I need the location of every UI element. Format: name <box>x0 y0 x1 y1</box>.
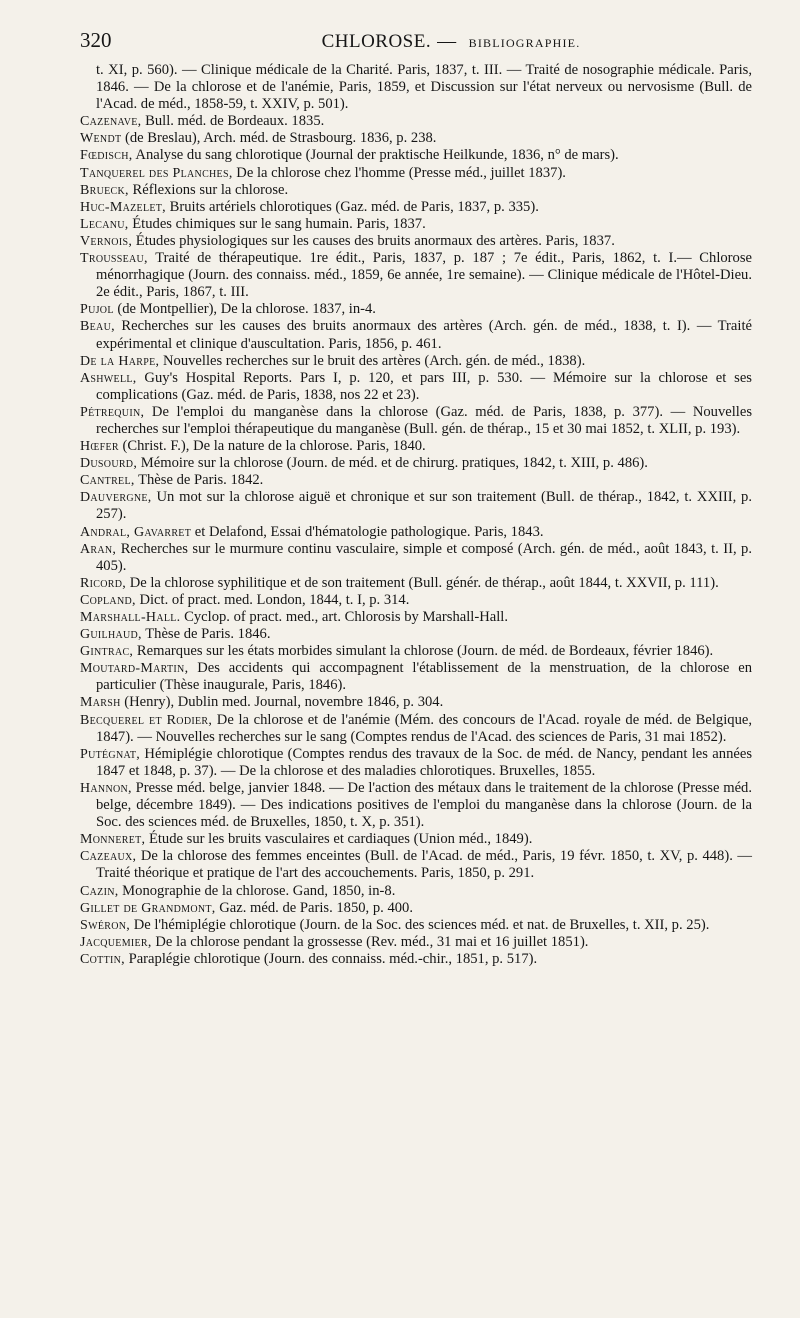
bibliography-entry <box>80 165 752 182</box>
bibliography-entry <box>80 831 752 848</box>
entry-author: Cottin, <box>80 951 125 967</box>
bibliography-entry <box>80 780 752 831</box>
entry-author: Becquerel et Rodier, <box>80 712 213 728</box>
entry-author: Dauvergne, <box>80 490 152 506</box>
entry-text: Mémoire sur la chlorose (Journ. de méd. et de chirurg. pratiques, 1842, t. XIII, p. 486). <box>137 455 648 472</box>
entry-author: Marsh <box>80 695 121 711</box>
entry-text: De l'hémiplégie chlorotique (Journ. de la Soc. des sciences méd. et nat. de Bruxelles, t. XII, p. 25). <box>130 916 710 933</box>
entry-text: De la chlorose chez l'homme (Presse méd., juillet 1837). <box>232 164 566 181</box>
entry-author: Jacquemier, <box>80 934 152 950</box>
entry-author: Guilhaud, <box>80 627 142 643</box>
entry-text: t. XI, p. 560). — Clinique médicale de la Charité. Paris, 1837, t. III. — Traité de nosographie médicale. Paris, 1846. — De la chlorose et de l'anémie, Paris, 1859, et Discussion sur l'état nerveux ou nervosisme (Bull. de l'Acad. de méd., 1858-59, t. XXIV, p. 501). <box>96 62 752 113</box>
entry-author: Lecanu, <box>80 216 129 232</box>
entry-text: De la chlorose syphilitique et de son traitement (Bull. génér. de thérap., août 1844, t. XXVII, p. 111). <box>126 574 719 591</box>
entry-text: Réflexions sur la chlorose. <box>128 181 289 198</box>
entry-author: Fœdisch, <box>80 148 133 164</box>
title-dash: — <box>437 31 457 52</box>
entry-text: Dict. of pract. med. London, 1844, t. I, p. 314. <box>135 591 410 608</box>
bibliography-entry <box>80 917 752 934</box>
bibliography-entry <box>80 712 752 746</box>
entry-author: Wendt <box>80 131 122 147</box>
entry-author: Pétrequin, <box>80 404 145 420</box>
entry-author: Hœfer <box>80 439 119 455</box>
entry-text: Remarques sur les états morbides simulant la chlorose (Journ. de méd. de Bordeaux, février 1846). <box>133 643 714 660</box>
entry-author: Moutard-Martin, <box>80 661 189 677</box>
entry-text: Monographie de la chlorose. Gand, 1850, in-8. <box>118 882 396 899</box>
entry-author: Marshall-Hall. <box>80 610 181 625</box>
entry-text: Traité de thérapeutique. 1re édit., Paris, 1837, p. 187 ; 7e édit., Paris, 1862, t. I.— Chlorose ménorrhagique (Journ. des connaiss. méd., 1859, 6e année, 1re semaine). — Clinique médicale de l'Hôtel-Dieu. 2e édit., Paris, 1867, t. III. <box>96 250 752 301</box>
entry-author: Brueck, <box>80 182 129 198</box>
entry-text: Des accidents qui accompagnent l'établissement de la menstruation, de la chlorose en particulier (Thèse inaugurale, Paris, 1846). <box>96 660 752 694</box>
bibliography-entry <box>80 250 752 301</box>
bibliography-entry <box>80 746 752 780</box>
bibliography-list <box>80 62 752 968</box>
bibliography-entry <box>80 182 752 199</box>
entry-text: Études physiologiques sur les causes des bruits anormaux des artères. Paris, 1837. <box>132 232 615 249</box>
entry-author: Pujol <box>80 302 114 318</box>
bibliography-entry <box>80 130 752 147</box>
entry-text: Un mot sur la chlorose aiguë et chronique et sur son traitement (Bull. de thérap., 1842, t. XXIII, p. 257). <box>96 489 752 523</box>
entry-text: Étude sur les bruits vasculaires et cardiaques (Union méd., 1849). <box>145 831 533 848</box>
entry-text: De la chlorose pendant la grossesse (Rev. méd., 31 mai et 16 juillet 1851). <box>151 933 589 950</box>
entry-text: Études chimiques sur le sang humain. Paris, 1837. <box>128 215 426 232</box>
entry-text: (Christ. F.), De la nature de la chlorose. Paris, 1840. <box>118 438 426 455</box>
page <box>80 28 752 968</box>
bibliography-entry <box>80 575 752 592</box>
bibliography-entry <box>80 848 752 882</box>
bibliography-entry <box>80 438 752 455</box>
bibliography-entry <box>80 472 752 489</box>
bibliography-entry <box>80 301 752 318</box>
bibliography-entry <box>80 404 752 438</box>
entry-author: Trousseau, <box>80 251 148 267</box>
entry-author: Cazin, <box>80 883 119 899</box>
entry-text: (Henry), Dublin med. Journal, novembre 1846, p. 304. <box>120 694 444 711</box>
entry-author: De la Harpe, <box>80 353 160 369</box>
entry-author: Swéron, <box>80 917 131 933</box>
running-header <box>80 28 752 60</box>
bibliography-entry <box>80 199 752 216</box>
entry-text: Paraplégie chlorotique (Journ. des connaiss. méd.-chir., 1851, p. 517). <box>124 950 538 967</box>
entry-author: Ashwell, <box>80 370 137 386</box>
entry-author: Cazenave, <box>80 114 142 130</box>
entry-author: Hannon, <box>80 780 132 796</box>
bibliography-entry <box>80 694 752 711</box>
bibliography-entry <box>80 592 752 609</box>
title: CHLOROSE. <box>321 31 432 52</box>
entry-author: Vernois, <box>80 233 133 249</box>
bibliography-entry <box>80 626 752 643</box>
entry-author: Gintrac, <box>80 644 134 660</box>
bibliography-entry <box>80 370 752 404</box>
entry-author: Cantrel, <box>80 473 135 489</box>
entry-author: Putégnat, <box>80 746 141 762</box>
entry-author: Ricord, <box>80 575 127 591</box>
entry-author: Monneret, <box>80 832 146 848</box>
subtitle: BIBLIOGRAPHIE. <box>468 36 581 50</box>
bibliography-entry <box>80 318 752 352</box>
bibliography-entry <box>80 900 752 917</box>
entry-text: Bull. méd. de Bordeaux. 1835. <box>141 113 325 130</box>
entry-text: Analyse du sang chlorotique (Journal der praktische Heilkunde, 1836, n° de mars). <box>132 147 619 164</box>
entry-text: Thèse de Paris. 1846. <box>141 626 271 643</box>
entry-text: (de Breslau), Arch. méd. de Strasbourg. 1836, p. 238. <box>121 130 437 147</box>
bibliography-entry <box>80 233 752 250</box>
entry-author: Aran, <box>80 541 117 557</box>
entry-text: (de Montpellier), De la chlorose. 1837, in-4. <box>113 301 376 318</box>
entry-text: De l'emploi du manganèse dans la chlorose (Gaz. méd. de Paris, 1838, p. 377). — Nouvelles recherches sur l'emploi thérapeutique du manganèse (Bull. gén. de thérap., 15 et 30 mai 1852, t. XLII, p. 193). <box>96 403 752 437</box>
entry-author: Gillet de Grandmont, <box>80 900 216 916</box>
page-number: 320 <box>80 28 112 52</box>
entry-text: Bruits artériels chlorotiques (Gaz. méd. de Paris, 1837, p. 335). <box>165 198 539 215</box>
bibliography-entry <box>80 609 752 626</box>
entry-author: Dusourd, <box>80 456 138 472</box>
bibliography-entry <box>80 643 752 660</box>
bibliography-entry <box>80 934 752 951</box>
bibliography-entry <box>80 883 752 900</box>
entry-text: Presse méd. belge, janvier 1848. — De l'action des métaux dans le traitement de la chlorose (Presse méd. belge, décembre 1849). — Des indications positives de l'emploi du manganèse dans la chlorose (Journ. de la Soc. des sciences méd. de Bruxelles, 1850, t. X, p. 351). <box>96 779 752 831</box>
entry-text: Cyclop. of pract. med., art. Chlorosis by Marshall-Hall. <box>180 609 508 625</box>
entry-text: Guy's Hospital Reports. Pars I, p. 120, et pars III, p. 530. — Mémoire sur la chlorose et ses complications (Gaz. méd. de Paris, 1838, nos 22 et 23). <box>96 369 752 403</box>
bibliography-entry <box>80 455 752 472</box>
bibliography-entry <box>80 147 752 164</box>
entry-text: Hémiplégie chlorotique (Comptes rendus des travaux de la Soc. de méd. de Nancy, pendant les années 1847 et 1848, p. 37). — De la chlorose et des maladies chlorotiques. Bruxelles, 1855. <box>96 745 752 779</box>
entry-author: Copland, <box>80 592 136 608</box>
entry-author: Cazeaux, <box>80 849 137 865</box>
bibliography-entry <box>80 951 752 968</box>
bibliography-entry <box>80 113 752 130</box>
bibliography-entry <box>80 524 752 541</box>
entry-text: et Delafond, Essai d'hématologie pathologique. Paris, 1843. <box>191 523 544 540</box>
entry-text: De la chlorose et de l'anémie (Mém. des concours de l'Acad. royale de méd. de Belgique, 1847). — Nouvelles recherches sur le sang (Comptes rendus de l'Acad. des sciences de Paris, 31 mai 1852). <box>96 711 752 745</box>
entry-text: De la chlorose des femmes enceintes (Bull. de l'Acad. de méd., Paris, 19 févr. 1850, t. XV, p. 448). — Traité théorique et pratique de l'art des accouchements. Paris, 1850, p. 291. <box>96 848 752 882</box>
entry-text: Thèse de Paris. 1842. <box>134 472 264 489</box>
entry-text: Recherches sur les causes des bruits anormaux des artères (Arch. gén. de méd., 1838, t. I). — Traité expérimental et clinique d'auscultation. Paris, 1856, p. 461. <box>96 318 752 352</box>
entry-author: Tanquerel des Planches, <box>80 165 233 181</box>
entry-author: Andral, Gavarret <box>80 524 192 540</box>
entry-author: Huc-Mazelet, <box>80 199 166 215</box>
entry-author: Beau, <box>80 319 115 335</box>
running-title <box>150 31 752 53</box>
bibliography-entry <box>80 489 752 523</box>
bibliography-entry <box>80 62 752 113</box>
entry-text: Gaz. méd. de Paris. 1850, p. 400. <box>215 899 413 916</box>
entry-text: Recherches sur le murmure continu vasculaire, simple et composé (Arch. gén. de méd., août 1843, t. II, p. 405). <box>96 540 752 574</box>
bibliography-entry <box>80 660 752 694</box>
bibliography-entry <box>80 541 752 575</box>
entry-text: Nouvelles recherches sur le bruit des artères (Arch. gén. de méd., 1838). <box>159 352 586 369</box>
bibliography-entry <box>80 216 752 233</box>
bibliography-entry <box>80 353 752 370</box>
